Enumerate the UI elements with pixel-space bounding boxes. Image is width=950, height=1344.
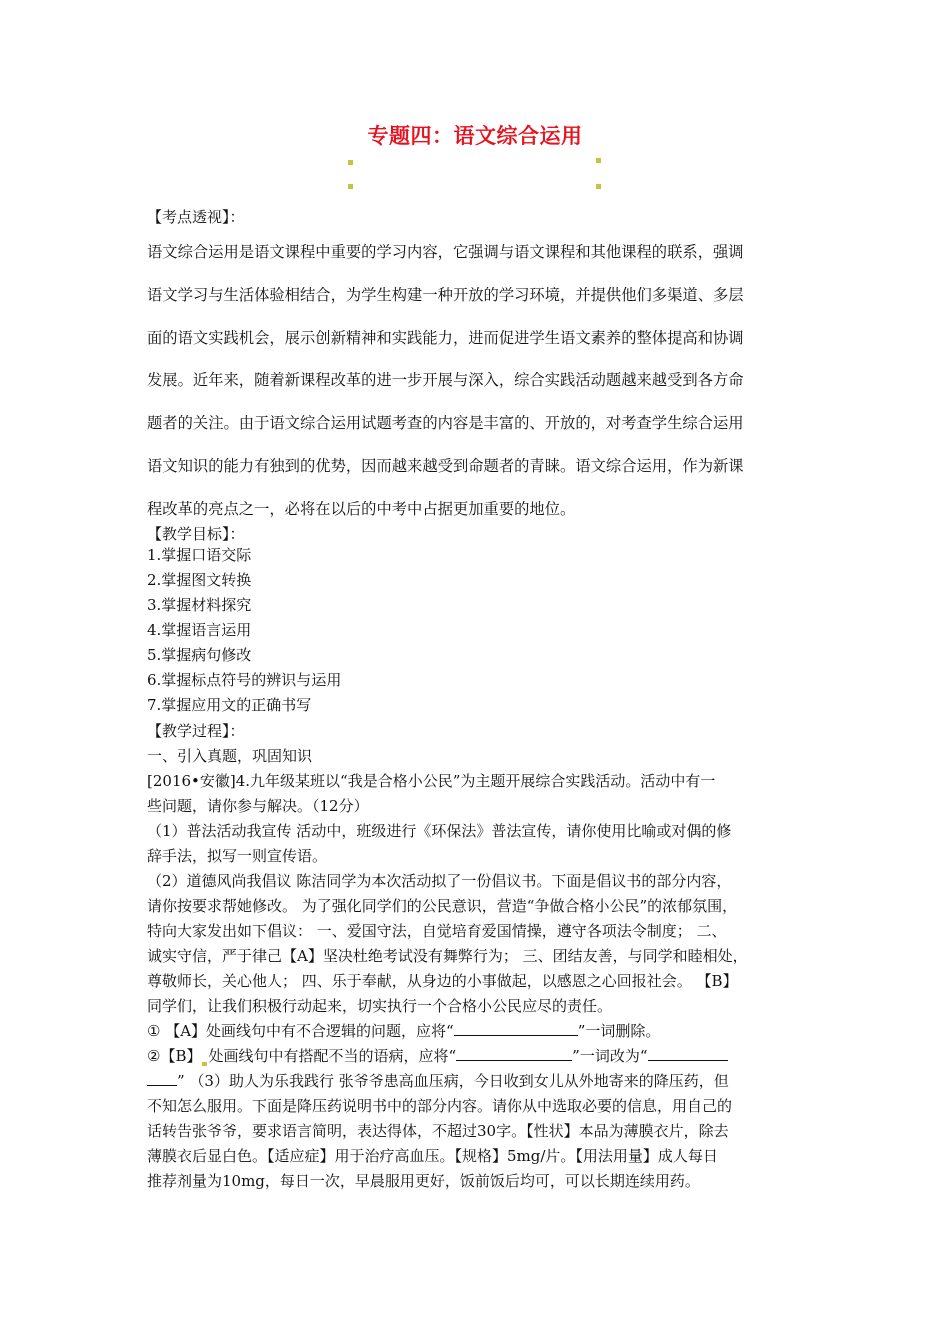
question-line: 薄膜衣后显白色。【适应症】用于治疗高血压。【规格】5mg/片。【用法用量】成人每日: [147, 1147, 718, 1165]
kaodian-line: 语文综合运用是语文课程中重要的学习内容，它强调与语文课程和其他课程的联系，强调: [147, 243, 744, 261]
kaodian-line: 程改革的亮点之一，必将在以后的中考中占据更加重要的地位。: [147, 500, 576, 518]
q3-text: ” （3）助人为乐我践行 张爷爷患高血压病，今日收到女儿从外地寄来的降压药，但: [177, 1072, 729, 1090]
question-line: 尊敬师长，关心他人； 四、乐于奉献，从身边的小事做起，以感恩之心回报社会。 【B】: [147, 972, 738, 990]
page-title: 专题四：语文综合运用: [367, 123, 583, 148]
guocheng-heading: 【教学过程】：: [147, 722, 245, 740]
answer-blank[interactable]: [454, 1022, 578, 1036]
mubiao-heading: 【教学目标】：: [147, 525, 245, 543]
kaodian-heading: 【考点透视】：: [147, 208, 245, 226]
q1-prefix: ① 【A】处画线句中有不合逻辑的问题，应将“: [147, 1022, 454, 1040]
question-line: （1）普法活动我宣传 活动中，班级进行《环保法》普法宣传，请你使用比喻或对偶的修: [147, 822, 732, 840]
question-line: 辞手法，拟写一则宣传语。: [147, 847, 328, 865]
answer-blank[interactable]: [147, 1072, 177, 1086]
list-item: 7.掌握应用文的正确书写: [147, 696, 312, 714]
question-line: （2）道德风尚我倡议 陈洁同学为本次活动拟了一份倡议书。下面是倡议书的部分内容，: [147, 872, 732, 890]
answer-blank[interactable]: [456, 1047, 572, 1061]
q2-mid: 处画线句中有搭配不当的语病，应将“: [208, 1047, 457, 1065]
decoration-mark: [202, 1062, 207, 1066]
question-line: 不知怎么服用。下面是降压药说明书中的部分内容。请你从中选取必要的信息，用自己的: [147, 1097, 733, 1115]
decoration-mark: [596, 158, 601, 163]
list-item: 1.掌握口语交际: [147, 546, 252, 564]
list-item: 6.掌握标点符号的辨识与运用: [147, 671, 342, 689]
decoration-mark: [348, 160, 353, 165]
question-line: 请你按要求帮她修改。 为了强化同学们的公民意识，营造“争做合格小公民”的浓郁氛围，: [147, 897, 738, 915]
question-line: 些问题，请你参与解决。（12分）: [147, 797, 369, 815]
q2-mid2: ”一词改为“: [572, 1047, 648, 1065]
kaodian-line: 语文知识的能力有独到的优势，因而越来越受到命题者的青睐。语文综合运用，作为新课: [147, 457, 744, 475]
decoration-mark: [348, 184, 353, 189]
q2-prefix: ②【B】: [147, 1047, 202, 1065]
question-q1: [147, 1020, 660, 1041]
list-item: 2.掌握图文转换: [147, 571, 252, 589]
question-line: 诚实守信，严于律己【A】坚决杜绝考试没有舞弊行为； 三、团结友善，与同学和睦相处，: [147, 947, 748, 965]
list-item: 3.掌握材料探究: [147, 596, 252, 614]
kaodian-line: 发展。近年来，随着新课程改革的进一步开展与深入，综合实践活动题越来越受到各方命: [147, 371, 744, 389]
q1-suffix: ”一词删除。: [577, 1022, 661, 1040]
mubiao-list: [147, 543, 341, 718]
question-line: 特向大家发出如下倡议： 一、爱国守法，自觉培育爱国情操，遵守各项法令制度； 二、: [147, 922, 727, 940]
question-line: [2016•安徽]4.九年级某班以“我是合格小公民”为主题开展综合实践活动。活动中有一: [147, 772, 716, 790]
section-heading: 一、引入真题，巩固知识: [147, 747, 313, 765]
kaodian-line: 题者的关注。由于语文综合运用试题考查的内容是丰富的、开放的，对考查学生综合运用: [147, 414, 744, 432]
list-item: 4.掌握语言运用: [147, 621, 252, 639]
list-item: 5.掌握病句修改: [147, 646, 252, 664]
kaodian-line: 语文学习与生活体验相结合，为学生构建一种开放的学习环境，并提供他们多渠道、多层: [147, 286, 744, 304]
answer-blank[interactable]: [648, 1047, 728, 1061]
question-q3: [147, 1070, 729, 1091]
question-q2: [147, 1045, 728, 1066]
decoration-mark: [596, 184, 601, 189]
question-line: 话转告张爷爷，要求语言简明，表达得体，不超过30字。【性状】本品为薄膜衣片，除去: [147, 1122, 729, 1140]
kaodian-line: 面的语文实践机会，展示创新精神和实践能力，进而促进学生语文素养的整体提高和协调: [147, 329, 744, 347]
question-line: 同学们，让我们积极行动起来，切实执行一个合格小公民应尽的责任。: [147, 997, 613, 1015]
question-line: 推荐剂量为10mg，每日一次，早晨服用更好，饭前饭后均可，可以长期连续用药。: [147, 1172, 700, 1190]
